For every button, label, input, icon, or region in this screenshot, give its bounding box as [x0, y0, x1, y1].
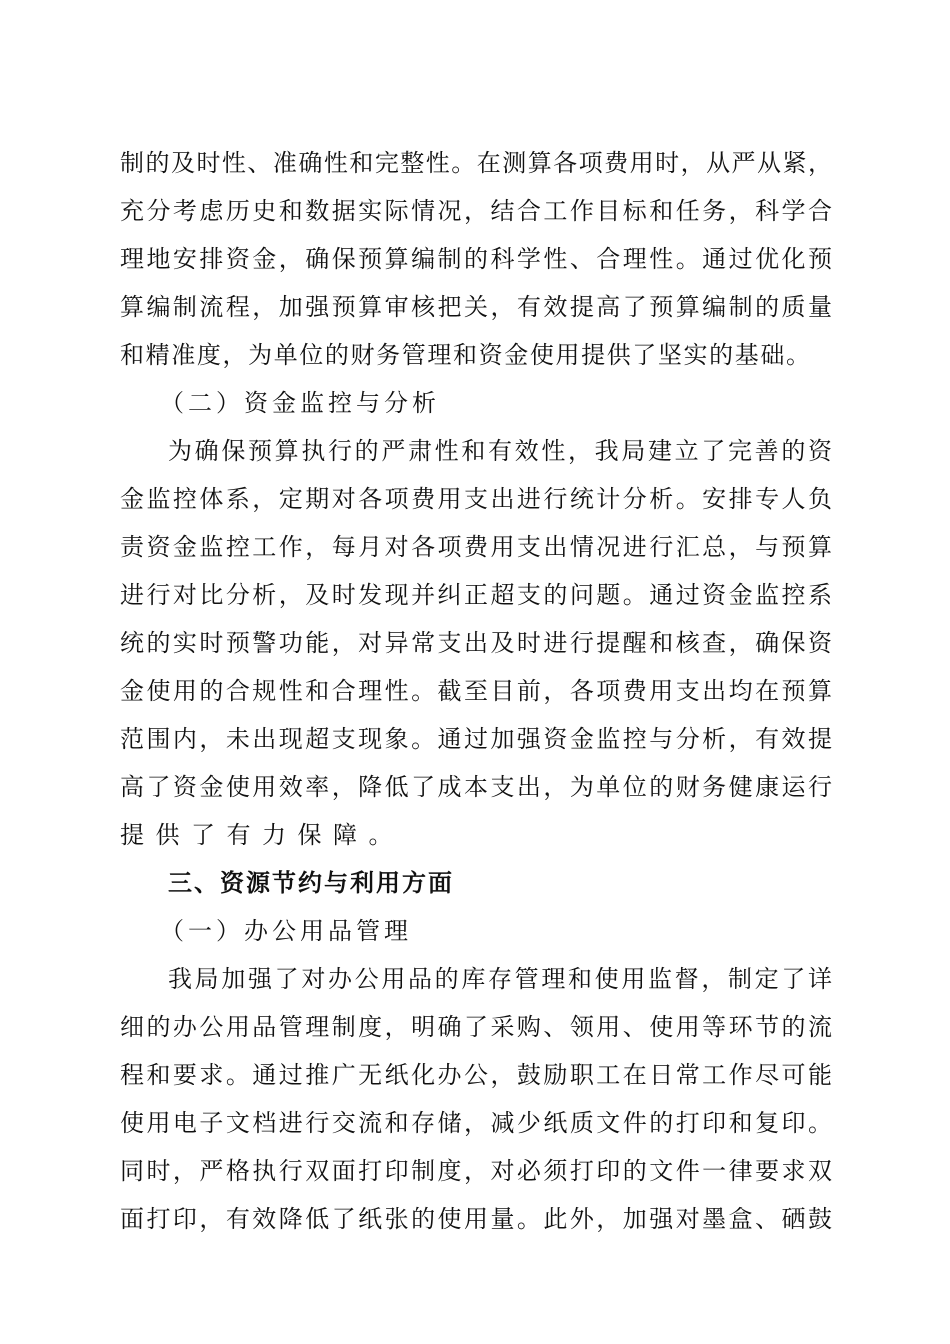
paragraph-line: 进行对比分析，及时发现并纠正超支的问题。通过资金监控系 [120, 581, 832, 609]
paragraph-line: 和精准度，为单位的财务管理和资金使用提供了坚实的基础。 [120, 341, 810, 369]
subheading-office-supplies: （一）办公用品管理 [160, 917, 412, 945]
paragraph-line: 统的实时预警功能，对异常支出及时进行提醒和核查，确保资 [120, 629, 832, 657]
paragraph-line: 金使用的合规性和合理性。截至目前，各项费用支出均在预算 [120, 677, 832, 705]
paragraph-line: 高了资金使用效率，降低了成本支出，为单位的财务健康运行 [120, 773, 832, 801]
paragraph-line: 我局加强了对办公用品的库存管理和使用监督，制定了详 [168, 965, 832, 993]
paragraph-line: 理地安排资金，确保预算编制的科学性、合理性。通过优化预 [120, 245, 832, 273]
paragraph-line: 范围内，未出现超支现象。通过加强资金监控与分析，有效提 [120, 725, 832, 753]
subheading-fund-monitoring: （二）资金监控与分析 [160, 389, 440, 417]
paragraph-line: 充分考虑历史和数据实际情况，结合工作目标和任务，科学合 [120, 197, 832, 225]
paragraph-line: 算编制流程，加强预算审核把关，有效提高了预算编制的质量 [120, 293, 832, 321]
paragraph-line: 金监控体系，定期对各项费用支出进行统计分析。安排专人负 [120, 485, 832, 513]
paragraph-line: 提供了有力保障。 [120, 821, 404, 849]
paragraph-line: 细的办公用品管理制度，明确了采购、领用、使用等环节的流 [120, 1013, 832, 1041]
paragraph-line: 面打印，有效降低了纸张的使用量。此外，加强对墨盒、硒鼓 [120, 1205, 832, 1233]
paragraph-line: 责资金监控工作，每月对各项费用支出情况进行汇总，与预算 [120, 533, 832, 561]
paragraph-line: 制的及时性、准确性和完整性。在测算各项费用时，从严从紧， [120, 149, 832, 177]
paragraph-line: 同时，严格执行双面打印制度，对必须打印的文件一律要求双 [120, 1157, 832, 1185]
paragraph-line: 程和要求。通过推广无纸化办公，鼓励职工在日常工作尽可能 [120, 1061, 832, 1089]
section-heading-resource-saving: 三、资源节约与利用方面 [168, 869, 454, 897]
paragraph-line: 使用电子文档进行交流和存储，减少纸质文件的打印和复印。 [120, 1109, 832, 1137]
paragraph-line: 为确保预算执行的严肃性和有效性，我局建立了完善的资 [168, 437, 832, 465]
